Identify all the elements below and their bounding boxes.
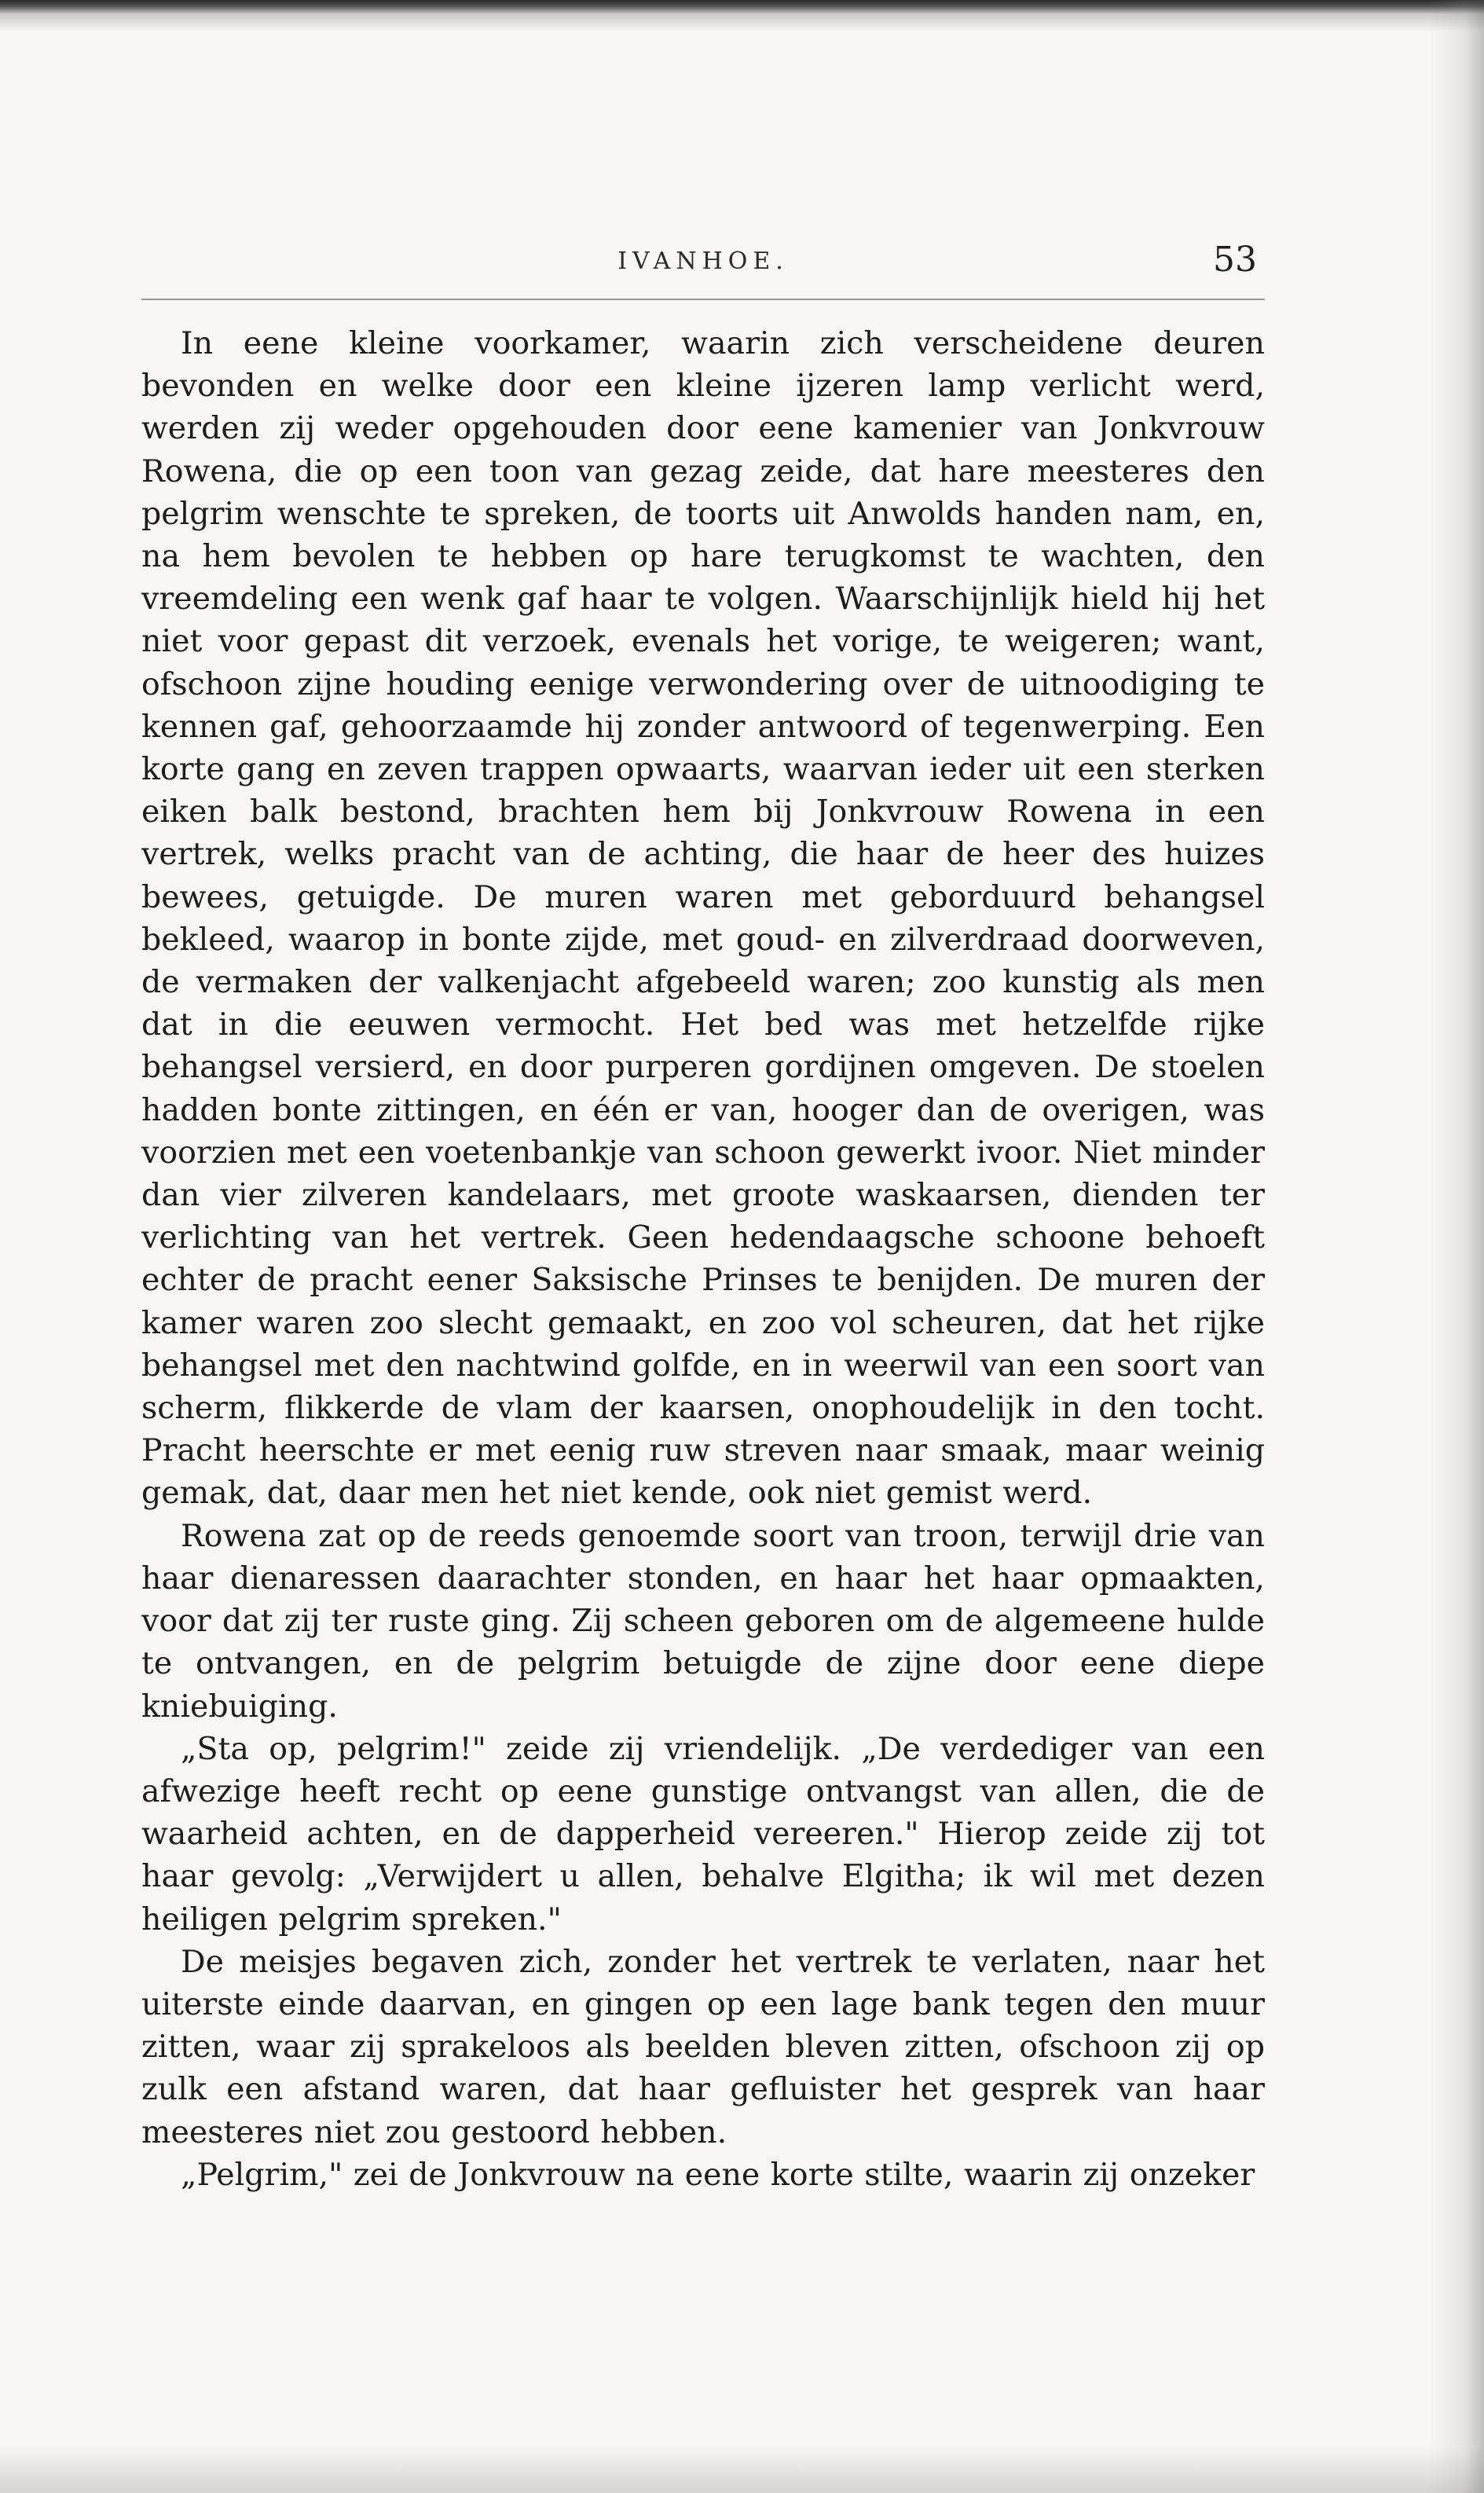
paragraph-4: De meisjes begaven zich, zonder het vertrek te verlaten, naar het uiterste einde daarvan, en gingen op een lage bank tegen den muur zitten, waar zij sprakeloos als beelden bleven zitten, ofschoon zij op zulk een afstand waren, dat haar gefluister het gesprek van haar meesteres niet zou gestoord hebben. — [141, 1943, 1265, 2150]
scan-edge-bottom — [0, 2446, 1484, 2493]
body-text — [141, 322, 1265, 2196]
page-header — [141, 240, 1265, 295]
paragraph-1: In eene kleine voorkamer, waarin zich verscheidene deuren bevonden en welke door een kleine ijzeren lamp verlicht werd, werden zij weder opgehouden door eene kamenier van Jonkvrouw Rowena, die op een toon van gezag zeide, dat hare meesteres den pelgrim wenschte te spreken, de toorts uit Anwolds handen nam, en, na hem bevolen te hebben op hare terugkomst te wachten, den vreemdeling een wenk gaf haar te volgen. Waarschijnlijk hield hij het niet voor gepast dit verzoek, evenals het vorige, te weigeren; want, ofschoon zijne houding eenige verwondering over de uitnoodiging te kennen gaf, gehoorzaamde hij zonder antwoord of tegenwerping. Een korte gang en zeven trappen opwaarts, waarvan ieder uit een sterken eiken balk bestond, brachten hem bij Jonkvrouw Rowena in een vertrek, welks pracht van de achting, die haar de heer des huizes bewees, getuigde. De muren waren met geborduurd behangsel bekleed, waarop in bonte zijde, met goud- en zilverdraad doorweven, de vermaken der valkenjacht afgebeeld waren; zoo kunstig als men dat in die eeuwen vermocht. Het bed was met hetzelfde rijke behangsel versierd, en door purperen gordijnen omgeven. De stoelen hadden bonte zittingen, en één er van, hooger dan de overigen, was voorzien met een voetenbankje van schoon gewerkt ivoor. Niet minder dan vier zilveren kandelaars, met groote waskaarsen, dienden ter verlichting van het vertrek. Geen hedendaagsche schoone behoeft echter de pracht eener Saksische Prinses te benijden. De muren der kamer waren zoo slecht gemaakt, en zoo vol scheuren, dat het rijke behangsel met den nachtwind golfde, en in weerwil van een soort van scherm, flikkerde de vlam der kaarsen, onophoudelijk in den tocht. Pracht heerschte er met eenig ruw streven naar smaak, maar weinig gemak, dat, daar men het niet kende, ook niet gemist werd. — [141, 325, 1265, 1512]
page-number: 53 — [1213, 240, 1257, 280]
paragraph-3: „Sta op, pelgrim!" zeide zij vriendelijk. „De verdediger van een afwezige heeft recht op eene gunstige ontvangst van allen, die de waarheid achten, en de dapperheid vereeren." Hierop zeide zij tot haar gevolg: „Verwijdert u allen, behalve Elgitha; ik wil met dezen heiligen pelgrim spreken." — [141, 1730, 1265, 1938]
header-rule — [141, 299, 1265, 300]
running-title: IVANHOE. — [617, 247, 789, 275]
paragraph-5: „Pelgrim," zei de Jonkvrouw na eene korte stilte, waarin zij onzeker — [181, 2156, 1255, 2193]
paragraph-2: Rowena zat op de reeds genoemde soort van troon, terwijl drie van haar dienaressen daarachter stonden, en haar het haar opmaakten, voor dat zij ter ruste ging. Zij scheen geboren om de algemeene hulde te ontvangen, en de pelgrim betuigde de zijne door eene diepe kniebuiging. — [141, 1517, 1265, 1725]
scan-edge-right — [1429, 0, 1484, 2493]
scan-edge-top — [0, 0, 1484, 31]
